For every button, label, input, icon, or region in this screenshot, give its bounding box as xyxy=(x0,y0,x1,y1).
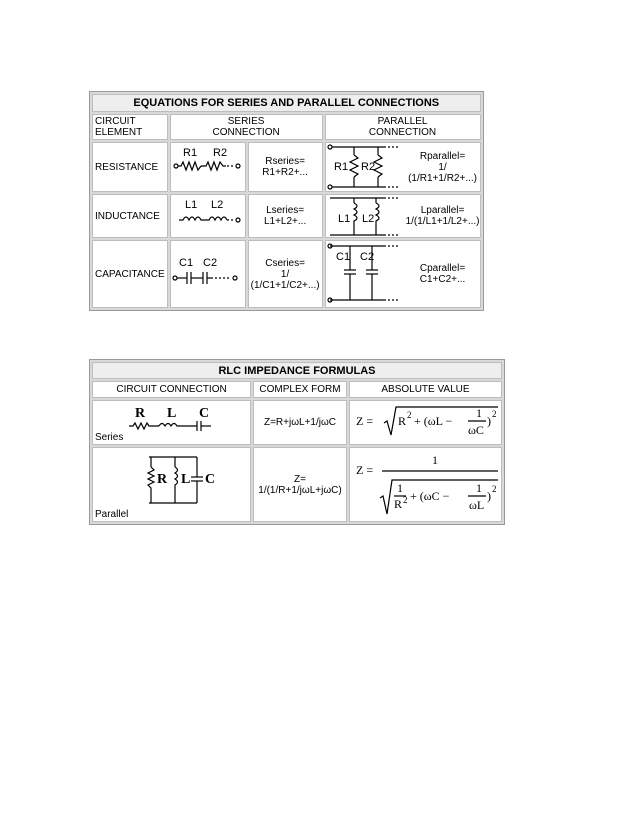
abs-sq2: 2 xyxy=(491,409,497,419)
inductor-l1-icon xyxy=(179,217,205,220)
abs-plus: + (ωC − xyxy=(409,489,450,503)
header-element-line2: ELEMENT xyxy=(95,127,143,138)
series-capacitance-formula xyxy=(248,240,323,308)
series-capacitor-figure xyxy=(170,240,246,308)
parallel-resistance-cell xyxy=(325,142,481,192)
terminal-icon xyxy=(233,276,237,280)
abs-n2: 1 xyxy=(475,481,482,495)
formula-line: 1/ xyxy=(280,268,290,280)
parallel-capacitance-cell xyxy=(325,240,481,308)
series-c1-label: C1 xyxy=(178,257,193,269)
parallel-absolute-cell xyxy=(349,447,502,522)
abs-sq: 2 xyxy=(406,410,412,420)
series-rlc-figure xyxy=(93,404,249,432)
resistor-r2-icon xyxy=(374,155,382,177)
series-l2-label: L2 xyxy=(210,199,223,211)
parallel-r2-label: R2 xyxy=(360,161,375,173)
capacitor-icon xyxy=(191,477,203,481)
parallel-capacitor-figure xyxy=(326,242,406,306)
formula-line: 1/ xyxy=(438,161,447,173)
header-series-line2: CONNECTION xyxy=(212,127,280,138)
series-r1-label: R1 xyxy=(182,147,197,159)
parallel-c2-label: C2 xyxy=(359,251,374,263)
header-circuit-element xyxy=(92,114,168,140)
terminal-icon xyxy=(236,218,240,222)
series-complex-form: Z=R+jωL+1/jωC xyxy=(253,400,347,445)
complex-line: 1/(1/R+1/jωL+jωC) xyxy=(258,484,342,496)
inductor-icon xyxy=(159,424,197,427)
capacitor-icon xyxy=(197,421,201,431)
series-label: Series xyxy=(95,432,124,443)
header-parallel-line2: CONNECTION xyxy=(368,127,437,138)
terminal-icon xyxy=(328,145,332,149)
parallel-l-label: L xyxy=(181,472,191,487)
capacitor-c2-icon xyxy=(203,272,207,284)
terminal-icon xyxy=(236,164,240,168)
formula-line: L1+L2+... xyxy=(263,216,307,227)
parallel-inductor-figure xyxy=(326,195,406,237)
formula-line: Rseries= xyxy=(265,156,305,167)
header-series-connection xyxy=(170,114,323,140)
abs-close: ) xyxy=(486,489,491,503)
abs-r: R xyxy=(397,414,406,428)
series-c2-label: C2 xyxy=(202,257,217,269)
terminal-icon xyxy=(328,185,332,189)
complex-line: Z= xyxy=(294,473,306,485)
formula-line: (1/R1+1/R2+...) xyxy=(408,172,477,184)
formula-line: Cseries= xyxy=(265,257,305,269)
parallel-resistor-figure xyxy=(326,143,406,191)
capacitor-c1-icon xyxy=(187,272,191,284)
abs-d2: ωL xyxy=(468,498,485,512)
parallel-label: Parallel xyxy=(95,509,129,520)
parallel-l1-label: L1 xyxy=(337,213,350,225)
header-parallel-line1: PARALLEL xyxy=(377,116,428,127)
parallel-rlc-cell xyxy=(92,447,251,522)
capacitor-c2-icon xyxy=(366,270,378,274)
resistor-r1-icon xyxy=(350,155,358,177)
parallel-complex-form xyxy=(253,447,347,522)
series-l1-label: L1 xyxy=(184,199,197,211)
row-inductance-label: INDUCTANCE xyxy=(92,194,168,238)
series-absolute-cell xyxy=(349,400,502,445)
formula-line: (1/C1+1/C2+...) xyxy=(250,279,320,291)
formula-line: Cparallel= xyxy=(419,263,466,274)
series-rlc-cell xyxy=(92,400,251,445)
series-r2-label: R2 xyxy=(212,147,227,159)
abs-close: ) xyxy=(486,414,491,428)
abs-dsq: 2 xyxy=(402,495,408,505)
parallel-inductance-cell xyxy=(325,194,481,238)
series-inductor-figure xyxy=(170,194,246,238)
abs-z: Z = xyxy=(355,414,374,428)
resistor-icon xyxy=(148,467,154,503)
formula-line: Lseries= xyxy=(266,205,305,216)
table1-title: EQUATIONS FOR SERIES AND PARALLEL CONNECTIONS xyxy=(92,94,481,112)
abs-den: ωC xyxy=(467,423,484,437)
inductor-l1-icon xyxy=(354,203,357,235)
series-parallel-equations-table xyxy=(89,91,484,311)
inductor-l2-icon xyxy=(205,217,227,220)
parallel-c1-label: C1 xyxy=(335,251,350,263)
capacitor-c1-icon xyxy=(344,270,356,274)
parallel-l2-label: L2 xyxy=(361,213,374,225)
parallel-resistance-formula xyxy=(406,151,480,184)
series-inductance-formula xyxy=(248,194,323,238)
header-circuit-connection: CIRCUIT CONNECTION xyxy=(92,381,251,398)
abs-sq2: 2 xyxy=(491,484,497,494)
parallel-rlc-figure xyxy=(93,453,249,509)
terminal-icon xyxy=(173,276,177,280)
parallel-c-label: C xyxy=(205,472,216,487)
parallel-r1-label: R1 xyxy=(333,161,348,173)
parallel-inductance-formula xyxy=(406,205,480,227)
abs-z: Z = xyxy=(355,463,374,477)
header-parallel-connection xyxy=(325,114,481,140)
abs-num: 1 xyxy=(475,406,482,420)
series-l-label: L xyxy=(167,406,177,421)
resistor-r2-icon xyxy=(201,162,226,170)
formula-line: 1/(1/L1+1/L2+...) xyxy=(405,216,480,227)
header-series-line1: SERIES xyxy=(227,116,265,127)
inductor-icon xyxy=(175,467,178,503)
resistor-r1-icon xyxy=(178,162,201,170)
series-r-label: R xyxy=(135,406,146,421)
parallel-absolute-formula xyxy=(350,448,500,518)
series-resistance-formula xyxy=(248,142,323,192)
header-element-line1: CIRCUIT xyxy=(95,116,136,127)
parallel-r-label: R xyxy=(157,472,168,487)
row-resistance-label: RESISTANCE xyxy=(92,142,168,192)
table2-title: RLC IMPEDANCE FORMULAS xyxy=(92,362,502,379)
inductor-l2-icon xyxy=(376,203,379,235)
rlc-impedance-table xyxy=(89,359,505,525)
abs-n1: 1 xyxy=(396,481,403,495)
terminal-icon xyxy=(174,164,178,168)
series-c-label: C xyxy=(199,406,210,421)
series-resistor-figure xyxy=(170,142,246,192)
header-complex-form: COMPLEX FORM xyxy=(253,381,347,398)
formula-line: Lparallel= xyxy=(420,205,465,216)
formula-line: C1+C2+... xyxy=(419,274,466,285)
abs-num-top: 1 xyxy=(431,453,438,467)
row-capacitance-label: CAPACITANCE xyxy=(92,240,168,308)
abs-plus: + (ωL − xyxy=(413,414,453,428)
resistor-icon xyxy=(129,423,159,429)
abs-d1: R xyxy=(393,497,402,511)
formula-line: Rparallel= xyxy=(419,150,466,162)
formula-line: R1+R2+... xyxy=(262,167,308,178)
header-absolute-value: ABSOLUTE VALUE xyxy=(349,381,502,398)
parallel-capacitance-formula xyxy=(406,263,480,285)
series-absolute-formula xyxy=(350,401,500,441)
